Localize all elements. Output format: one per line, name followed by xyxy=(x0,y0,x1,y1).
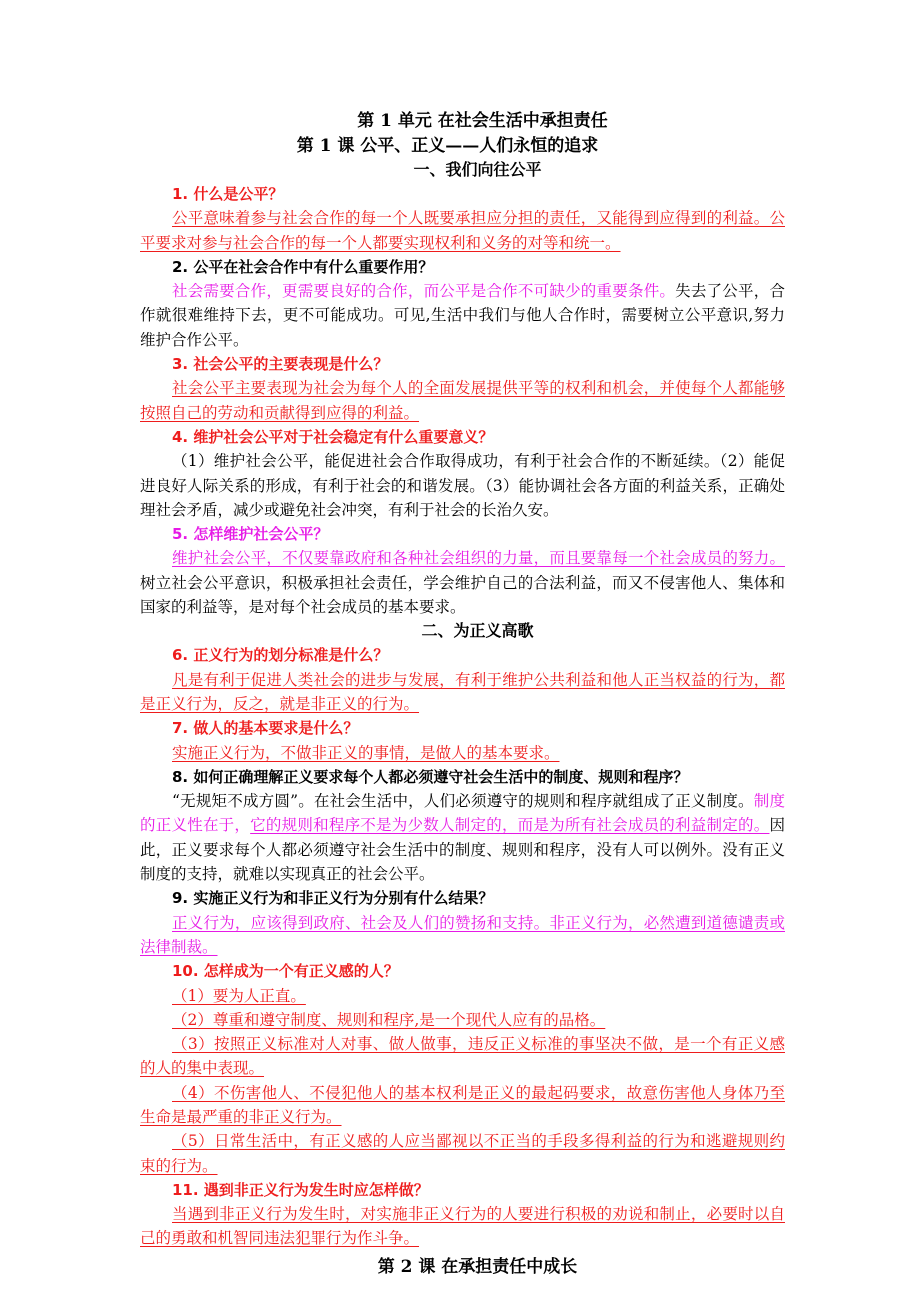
question-3: 3. 社会公平的主要表现是什么？ xyxy=(172,355,389,374)
answer-11 xyxy=(140,1202,785,1251)
answer-4: （1）维护社会公平，能促进社会合作取得成功，有利于社会合作的不断延续。（2）能促进良好人际关系的形成，有利于社会的和谐发展。（3）能协调社会各方面的利益关系，正确处理社会矛盾，减少或避免社会冲突，有利于社会的长治久安。 xyxy=(140,452,785,519)
answer-1-text: 公平意味着参与社会合作的每一个人既要承担应分担的责任，又能得到应得到的利益。公平要求对参与社会合作的每一个人都要实现权利和义务的对等和统一。 xyxy=(140,209,785,252)
answer-11-text: 当遇到非正义行为发生时，对实施非正义行为的人要进行积极的劝说和制止，必要时以自己的勇敢和机智同违法犯罪行为作斗争。 xyxy=(140,1205,785,1248)
question-11: 11. 遇到非正义行为发生时应怎样做？ xyxy=(172,1180,429,1199)
answer-2-highlight: 社会需要合作，更需要良好的合作，而公平是合作不可缺少的重要条件。 xyxy=(172,282,676,301)
question-2: 2. 公平在社会合作中有什么重要作用？ xyxy=(172,257,434,276)
unit-title: 第 1 单元 在社会生活中承担责任 xyxy=(357,111,608,131)
answer-8-text: 因此，正义要求每个人都必须遵守社会生活中的制度、规则和程序，没有人可以例外。没有正义制度的支持，就难以实现真正的社会公平。 xyxy=(140,816,785,884)
answer-6 xyxy=(140,668,785,717)
answer-10-item-1: （1）要为人正直。 xyxy=(172,986,306,1005)
answer-10-item-4: （4）不伤害他人、不侵犯他人的基本权利是正义的最起码要求，故意伤害他人身体乃至生命是最严重的非正义行为。 xyxy=(140,1083,785,1126)
document-body xyxy=(140,108,785,1281)
answer-5 xyxy=(140,546,785,619)
question-1: 1. 什么是公平？ xyxy=(172,185,284,203)
answer-9 xyxy=(140,911,785,960)
answer-7-text: 实施正义行为，不做非正义的事情，是做人的基本要求。 xyxy=(172,743,560,762)
answer-3-text: 社会公平主要表现为社会为每个人的全面发展提供平等的权利和机会，并使每个人都能够按照自己的劳动和贡献得到应得的利益。 xyxy=(140,379,785,422)
answer-10-item-5: （5）日常生活中，有正义感的人应当鄙视以不正当的手段多得利益的行为和逃避规则约束的行为。 xyxy=(140,1132,785,1175)
question-6: 6. 正义行为的划分标准是什么？ xyxy=(172,646,389,665)
answer-2 xyxy=(140,279,785,352)
question-10: 10. 怎样成为一个有正义感的人？ xyxy=(172,962,399,981)
question-8: 8. 如何正确理解正义要求每个人都必须遵守社会生活中的制度、规则和程序？ xyxy=(172,767,689,786)
answer-2-text: 失去了公平，合作就很难维持下去，更不可能成功。可见,生活中我们与他人合作时，需要树立公平意识,努力维护合作公平。 xyxy=(140,282,785,349)
section-2-title: 二、为正义高歌 xyxy=(421,621,534,641)
answer-5-text: 树立社会公平意识，积极承担社会责任，学会维护自己的合法利益，而又不侵害他人、集体和国家的利益等，是对每个社会成员的基本要求。 xyxy=(140,573,785,617)
lesson-2-title: 第 2 课 在承担责任中成长 xyxy=(377,1256,578,1277)
answer-7 xyxy=(140,741,785,765)
section-1-title: 一、我们向往公平 xyxy=(413,160,542,179)
answer-10-item-2: （2）尊重和遵守制度、规则和程序,是一个现代人应有的品格。 xyxy=(172,1010,606,1029)
answer-8-underlined: 它的规则和程序不是为少数人制定的，而是为所有社会成员的利益制定的。 xyxy=(250,816,770,835)
question-4: 4. 维护社会公平对于社会稳定有什么重要意义？ xyxy=(172,427,494,446)
answer-8-highlight: 制度的正义性在于， xyxy=(140,792,785,835)
question-5: 5. 怎样维护社会公平？ xyxy=(172,525,329,544)
answer-9-text: 正义行为，应该得到政府、社会及人们的赞扬和支持。非正义行为，必然遭到道德谴责或法律制裁。 xyxy=(140,913,785,956)
answer-8-intro: “无规矩不成方圆”。在社会生活中，人们必须遵守的规则和程序就组成了正义制度。 xyxy=(172,792,754,811)
answer-10-item-3: （3）按照正义标准对人对事、做人做事，违反正义标准的事坚决不做，是一个有正义感的人的集中表现。 xyxy=(140,1035,785,1078)
answer-8 xyxy=(140,789,785,886)
answer-3 xyxy=(140,376,785,425)
lesson-1-title: 第 1 课 公平、正义——人们永恒的追求 xyxy=(296,136,599,156)
answer-1 xyxy=(140,206,785,255)
question-9: 9. 实施正义行为和非正义行为分别有什么结果？ xyxy=(172,889,494,908)
answer-5-highlight: 维护社会公平，不仅要靠政府和各种社会组织的力量，而且要靠每一个社会成员的努力。 xyxy=(172,549,785,568)
answer-6-text: 凡是有利于促进人类社会的进步与发展，有利于维护公共利益和他人正当权益的行为，都是正义行为，反之，就是非正义的行为。 xyxy=(140,670,785,713)
question-7: 7. 做人的基本要求是什么？ xyxy=(172,719,359,738)
